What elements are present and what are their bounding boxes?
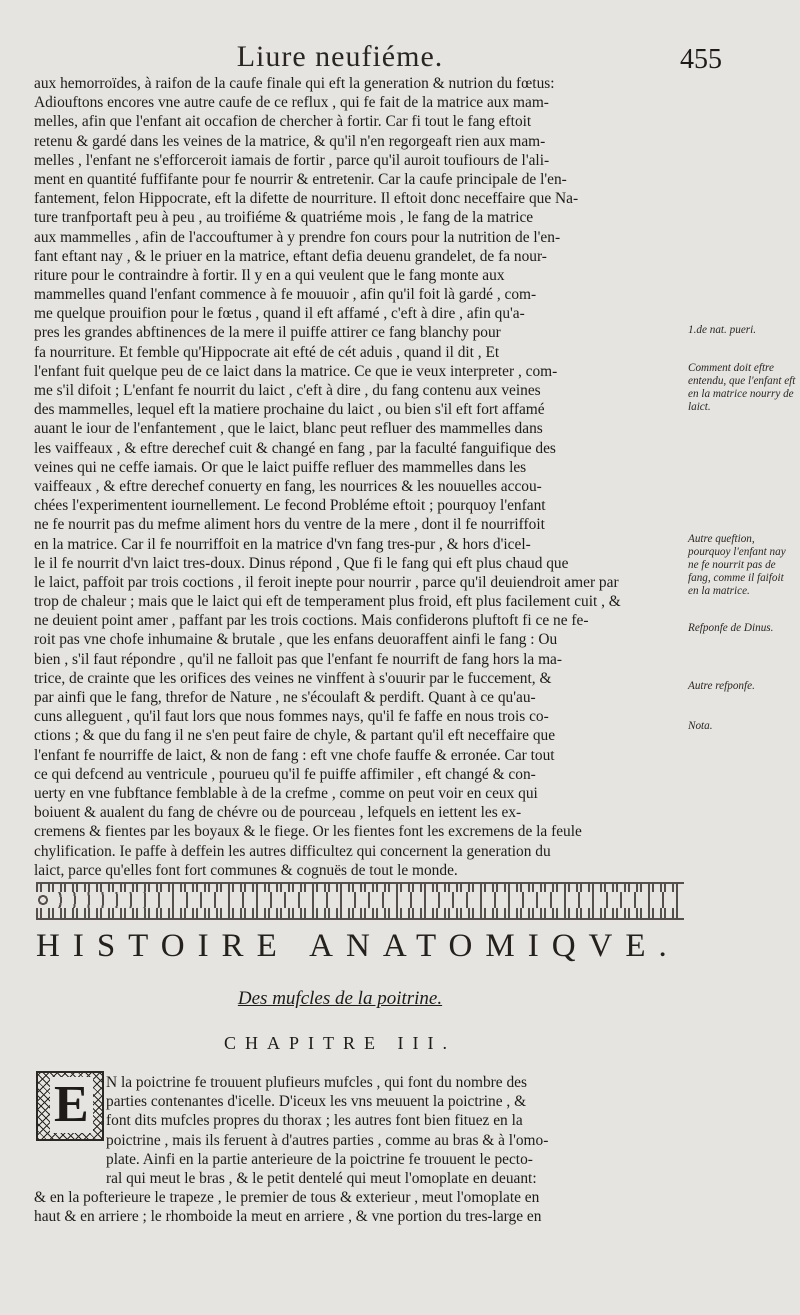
ornamental-drop-cap: [36, 1071, 104, 1141]
text-line: Adiouftons encores vne autre caufe de ce reflux , qui fe fait de la matrice aux mam-: [34, 94, 549, 112]
text-line: cremens & fientes par les boyaux & le fiege. Or les fientes font les excremens de la feule: [34, 823, 582, 841]
text-line: ment en quantité fuffifante pour fe nourrir & entretenir. Car la caufe principale de l'en-: [34, 170, 567, 188]
text-line: l'enfant fe nourriffe de laict, & non de fang : eft vne chofe fauffe & erronée. Car tout: [34, 746, 555, 764]
text-line: laict, parce qu'elles font fort communes & cognuës de tout le monde.: [34, 861, 458, 879]
text-line: trice, de crainte que les orifices des veines ne vinffent à s'ouurir par le fuccement, &: [34, 669, 552, 687]
text-line: melles, afin que l'enfant ait occafion de chercher à fortir. Car fi tout le fang eftoit: [34, 113, 532, 131]
text-line: ne deuient point amer , paffant par les trois coctions. Mais confiderons pluftoft fi ce ne fe-: [34, 612, 589, 630]
page-number: 455: [680, 44, 722, 75]
text-line: bien , s'il faut répondre , qu'il ne falloit pas que l'enfant fe nourrift de fang hors la ma-: [34, 650, 563, 668]
chapter-text-line: plate. Ainfi en la partie anterieure de la poictrine fe trouuent le pecto-: [106, 1150, 533, 1168]
text-line: ne fe nourrit pas du mefme aliment hors du ventre de la mere , dont il fe nourriffoit: [34, 516, 545, 534]
text-line: des mammelles, lequel eft la matiere prochaine du laict , ou bien s'il eft fort affamé: [34, 401, 545, 419]
text-line: melles , l'enfant ne s'efforceroit iamais de fortir , parce qu'il auroit toufiours de l'ali-: [34, 151, 550, 169]
text-line: vaiffeaux , & eftre derechef conuerty en fang, les nourrices & les nouuelles accou-: [34, 477, 542, 495]
text-line: mammelles quand l'enfant commence à fe mouuoir , afin qu'il foit là gardé , com-: [34, 286, 537, 304]
running-title: Liure neufiéme.: [236, 40, 444, 73]
text-line: par ainfi que le fang, threfor de Nature , ne s'écoulaft & perdift. Quant à ce qu'au-: [34, 689, 536, 706]
drop-cap-letter: E: [50, 1077, 93, 1133]
text-line: trop de chaleur ; mais que le laict qui eft de temperament plus froid, eft plus facilement cuit , &: [34, 593, 621, 611]
chapter-text-line: haut & en arriere ; le rhomboide la meut en arriere , & vne portion du tres-large en: [34, 1208, 542, 1226]
marginal-note-comment: Comment doit eftre entendu, que l'enfant eft en la matrice nourry de laict.: [688, 362, 796, 413]
marginal-note-de-nat: 1.de nat. pueri.: [688, 324, 757, 336]
text-line: l'enfant fuit quelque peu de ce laict dans la matrice. Ce que ie veux interpreter , com-: [34, 362, 558, 380]
text-line: veines qui ne ceffe iamais. Or que le laict puiffe refluer des mammelles dans les: [34, 458, 527, 476]
chapter-text-line: poictrine , mais ils feruent à d'autres parties , comme au bras & à l'omo-: [106, 1131, 549, 1149]
text-line: retenu & gardé dans les veines de la matrice, & qu'il n'en regorgeaft rien aux mam-: [34, 132, 546, 150]
text-line: en la matrice. Car il fe nourriffoit en la matrice d'vn fang tres-pur , & hors d'icel-: [34, 535, 531, 553]
text-line: ctions ; & que du fang il ne s'en peut faire de chyle, & partant qu'il eft neceffaire que: [34, 727, 556, 745]
chapter-text-line: ral qui meut le bras , & le petit dentelé qui meut l'omoplate en deuant:: [106, 1169, 537, 1187]
chapter-text-line: font dits mufcles propres du thorax ; les autres font bien fituez en la: [106, 1112, 523, 1130]
chapter-text-line: & en la pofterieure le trapeze , le premier de tous & exterieur , meut l'omoplate en: [34, 1189, 540, 1207]
marginal-note-nota: Nota.: [688, 720, 713, 732]
text-line: uerty en vne fubftance femblable à de la crefme , comme on peut voir en ceux qui: [34, 784, 538, 802]
text-line: pres les grandes abftinences de la mere il puiffe attirer ce fang blanchy pour: [34, 324, 501, 342]
text-line: ture tranfportaft peu à peu , au troifiéme & quatriéme mois , le fang de la matrice: [34, 209, 534, 227]
text-line: cuns alleguent , qu'il faut lors que nous fommes nays, qu'il fe faffe en nous trois co-: [34, 708, 549, 726]
section-subtitle: Des mufcles de la poitrine.: [237, 988, 443, 1009]
main-text-block: [34, 74, 686, 880]
text-line: aux mammelles , afin de l'accouftumer à y prendre fon cours pour la nutrition de l'en-: [34, 228, 561, 246]
chapter-heading: CHAPITRE III.: [224, 1033, 456, 1053]
text-line: fantement, felon Hippocrate, eft la difette de nourriture. Il eftoit donc neceffaire que Na-: [34, 190, 579, 208]
text-line: le laict, paffoit par trois coctions , il feroit inepte pour nourrir , parce qu'il deuiendroit amer par: [34, 573, 619, 591]
marginal-note-autre-reponse: Autre refponfe.: [688, 680, 755, 692]
text-line: fa nourriture. Et femble qu'Hippocrate ait efté de cét aduis , quand il dit , Et: [34, 343, 500, 361]
text-line: chées l'experimentent iournellement. Le fecond Probléme eftoit ; pourquoy l'enfant: [34, 497, 546, 515]
decorative-headband: [36, 882, 684, 920]
text-line: riture pour le contraindre à fortir. Il y en a qui veulent que le fang monte aux: [34, 266, 505, 284]
text-line: chylification. Ie paffe à deffein les autres difficultez qui concernent la generation du: [34, 842, 551, 860]
chapter-text-line: N la poictrine fe trouuent plufieurs mufcles , qui font du nombre des: [106, 1074, 527, 1091]
chapter-text-block: [34, 1073, 686, 1227]
marginal-note-autre-question: Autre queftion, pourquoy l'enfant nay ne fe nourrit pas de fang, comme il faifoit en la matrice.: [688, 533, 786, 597]
text-line: auant le iour de l'enfantement , que le laict, blanc peut refluer des mammelles dans: [34, 420, 543, 438]
text-line: ce qui defcend au ventricule , pourueu qu'il fe puiffe affimiler , eft changé & con-: [34, 765, 536, 783]
text-line: aux hemorroïdes, à raifon de la caufe finale qui eft la generation & nutrion du fœtus:: [34, 75, 555, 92]
chapter-text-line: parties contenantes d'icelle. D'iceux les vns meuuent la poictrine , &: [106, 1093, 527, 1111]
text-line: roit pas vne chofe inhumaine & brutale , que les enfans deuoraffent ainfi le fang : Ou: [34, 631, 558, 649]
text-line: fant eftant nay , & le priuer en la matrice, eftant defia deuenu grandelet, de fa nour-: [34, 247, 547, 265]
text-line: boiuent & aualent du fang de chévre ou de pourceau , lefquels en iettent les ex-: [34, 804, 522, 822]
marginal-note-dinus: Refponfe de Dinus.: [688, 622, 774, 634]
text-line: les vaiffeaux , & eftre derechef cuit & changé en fang , par la faculté fanguifique des: [34, 439, 556, 457]
text-line: me quelque prouifion pour le fœtus , quand il eft affamé , c'eft à dire , afin qu'a-: [34, 305, 525, 323]
text-line: me s'il difoit ; L'enfant fe nourrit du laict , c'eft à dire , du fang contenu aux veines: [34, 382, 541, 399]
text-line: le il fe nourrit d'vn laict tres-doux. Dinus répond , Que fi le fang qui eft plus chaud que: [34, 554, 569, 572]
section-title: HISTOIRE ANATOMIQVE.: [36, 928, 680, 964]
